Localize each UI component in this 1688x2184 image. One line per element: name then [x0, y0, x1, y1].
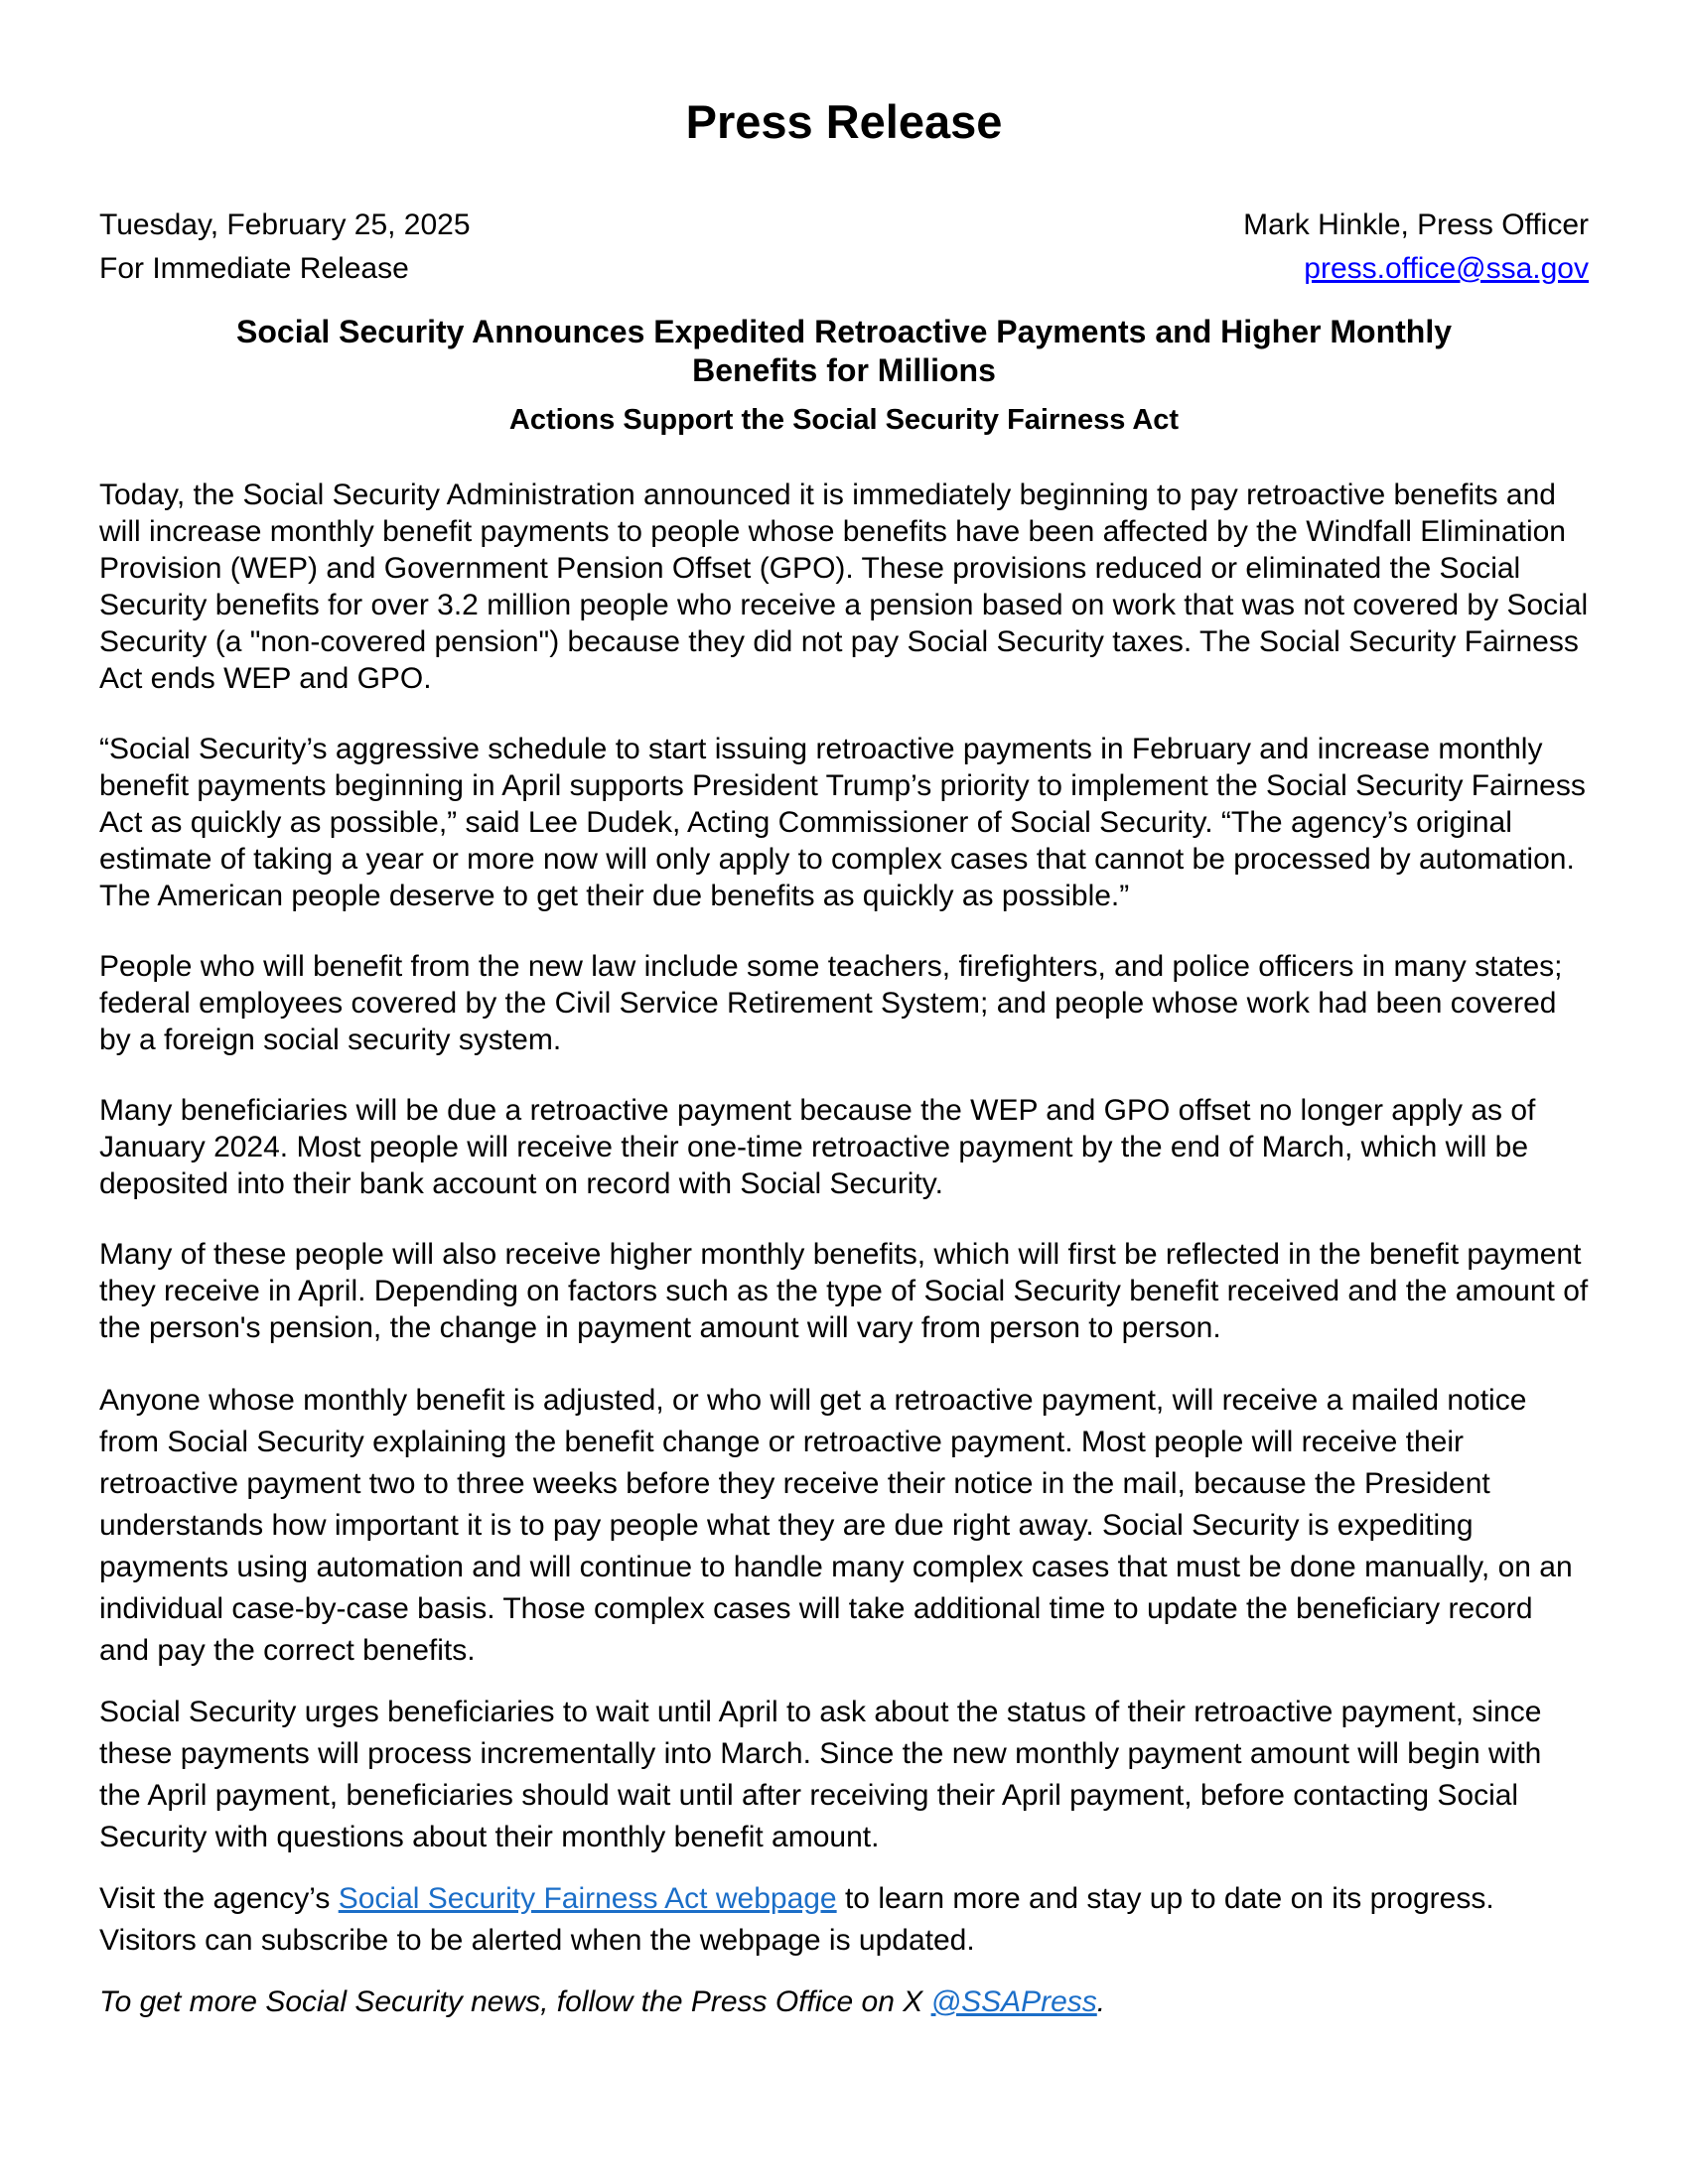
paragraph-retroactive-payment: Many beneficiaries will be due a retroactive payment because the WEP and GPO offset no longer apply as of January 2024. Most people will receive their one-time retroactive payment by the end of March, which will be deposited into their bank account on record with Social Security.: [99, 1094, 1536, 1200]
fairness-act-webpage-link[interactable]: Social Security Fairness Act webpage: [338, 1882, 837, 1915]
page-title: Press Release: [685, 95, 1003, 148]
paragraph-who-benefits: People who will benefit from the new law include some teachers, firefighters, and police officers in many states; federal employees covered by the Civil Service Retirement System; and people whose work had been covered by a foreign social security system.: [99, 950, 1563, 1056]
paragraph-visit-webpage: [99, 1878, 1589, 1962]
paragraph-intro: Today, the Social Security Administration announced it is immediately beginning to pay retroactive benefits and will increase monthly benefit payments to people whose benefits have been affected by the Windfall Elimination Provision (WEP) and Government Pension Offset (GPO). These provisions reduced or eliminated the Social Security benefits for over 3.2 million people who receive a pension based on work that was not covered by Social Security (a "non-covered pension") because they did not pay Social Security taxes. The Social Security Fairness Act ends WEP and GPO.: [99, 478, 1589, 695]
press-officer: Mark Hinkle, Press Officer: [1243, 208, 1589, 241]
date-line: Tuesday, February 25, 2025: [99, 208, 471, 241]
headline: [99, 313, 1589, 390]
press-office-email-row: [1243, 247, 1589, 291]
subheadline: Actions Support the Social Security Fairness Act: [508, 404, 1180, 436]
headline-line-1: Social Security Announces Expedited Retroactive Payments and Higher Monthly: [236, 314, 1452, 349]
ssapress-link[interactable]: @SSAPress: [930, 1985, 1097, 2018]
paragraph-follow-press-office: [99, 1981, 1589, 2023]
paragraph-wait-until-april: Social Security urges beneficiaries to wait until April to ask about the status of their retroactive payment, since these payments will process incrementally into March. Since the new monthly payment amount will begin with the April payment, beneficiaries should wait until after receiving their April payment, before contacting Social Security with questions about their monthly benefit amount.: [99, 1696, 1542, 1853]
press-office-email-link[interactable]: press.office@ssa.gov: [1304, 252, 1589, 285]
paragraph-monthly-benefits: Many of these people will also receive higher monthly benefits, which will first be reflected in the benefit payment they receive in April. Depending on factors such as the type of Social Security benefit received and the amount of the person's pension, the change in payment amount will vary from person to person.: [99, 1238, 1589, 1344]
headline-line-2: Benefits for Millions: [692, 352, 996, 388]
release-type: For Immediate Release: [99, 252, 409, 285]
paragraph-text: Visit the agency’s: [99, 1882, 339, 1915]
paragraph-text: .: [1096, 1985, 1106, 2018]
masthead-right: [1243, 204, 1589, 291]
masthead: [99, 204, 1589, 291]
paragraph-text: To get more Social Security news, follow the Press Office on X: [99, 1985, 931, 2018]
paragraph-commissioner-quote: “Social Security’s aggressive schedule to start issuing retroactive payments in February and increase monthly benefit payments beginning in April supports President Trump’s priority to implement the Social Security Fairness Act as quickly as possible,” said Lee Dudek, Acting Commissioner of Social Security. “The agency’s original estimate of taking a year or more now will only apply to complex cases that cannot be processed by automation. The American people deserve to get their due benefits as quickly as possible.”: [99, 733, 1586, 912]
paragraph-text: to learn more and stay up to date on its progress. Visitors can subscribe to be alerted when the webpage is updated.: [99, 1882, 1494, 1957]
paragraph-mailed-notice: Anyone whose monthly benefit is adjusted, or who will get a retroactive payment, will receive a mailed notice from Social Security explaining the benefit change or retroactive payment. Most people will receive their retroactive payment two to three weeks before they receive their notice in the mail, because the President understands how important it is to pay people what they are due right away. Social Security is expediting payments using automation and will continue to handle many complex cases that must be done manually, on an individual case-by-case basis. Those complex cases will take additional time to update the beneficiary record and pay the correct benefits.: [99, 1384, 1573, 1667]
masthead-left: [99, 204, 471, 291]
